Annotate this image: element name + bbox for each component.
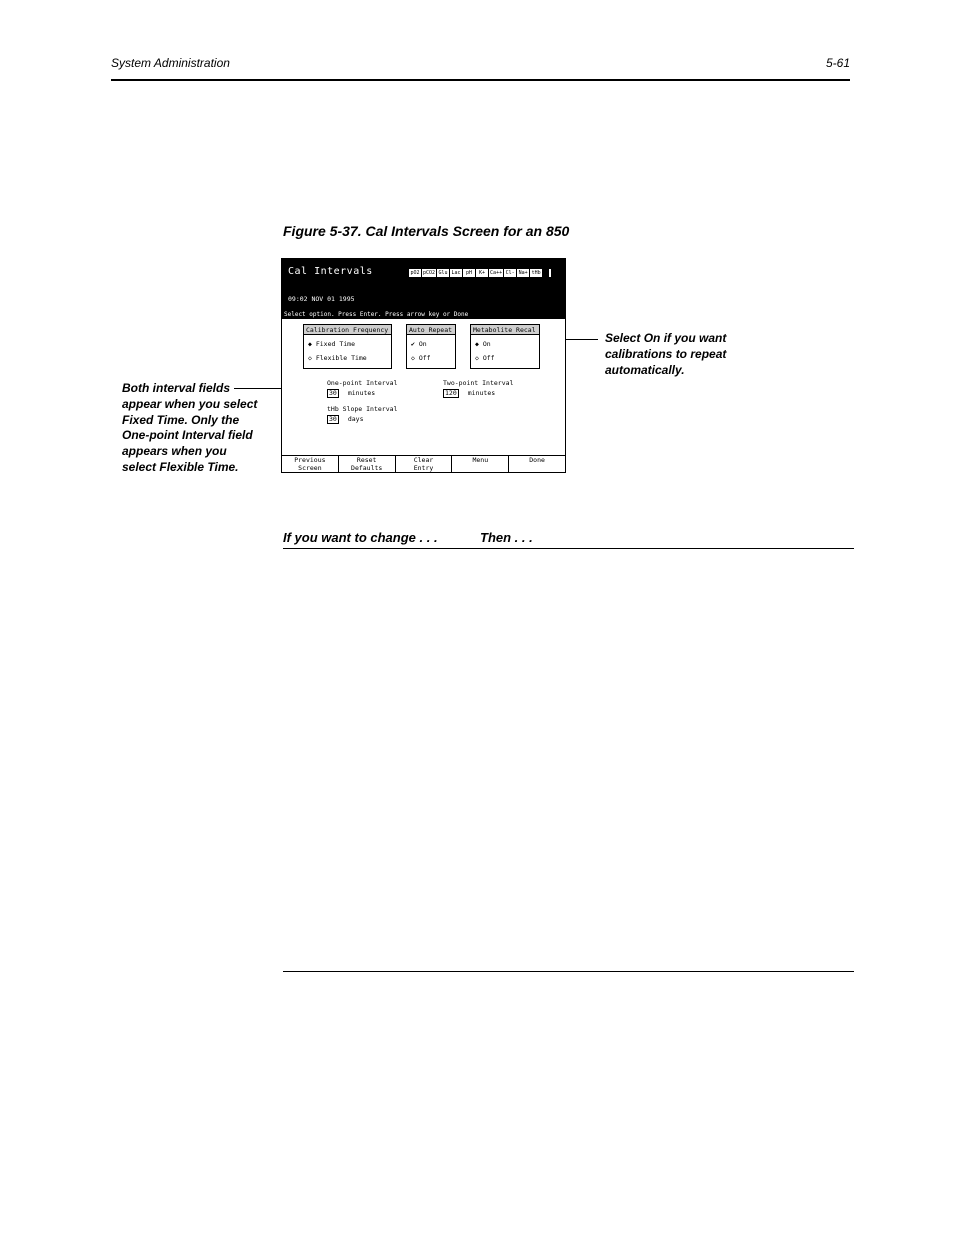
one-point-interval-label: One-point Interval	[327, 379, 398, 387]
metabolite-recal-group	[470, 324, 540, 369]
metabolite-recal-on-option[interactable]	[475, 340, 491, 348]
option-label: Off	[418, 354, 431, 362]
left-callout	[122, 381, 257, 476]
metabolite-recal-header: Metabolite Recal	[471, 325, 539, 335]
radio-selected-icon: ◆	[308, 340, 312, 348]
analyte-indicator: Ca++	[490, 270, 503, 276]
calibration-frequency-group	[303, 324, 392, 369]
header-rule	[111, 79, 850, 81]
two-point-interval-unit: minutes	[467, 389, 496, 397]
check-icon: ✔	[411, 340, 415, 348]
option-label: Fixed Time	[315, 340, 355, 348]
auto-repeat-off-option[interactable]	[411, 354, 431, 362]
two-point-interval-value[interactable]: 120	[445, 389, 457, 397]
left-callout-line: One-point Interval field	[122, 428, 253, 443]
option-label: Off	[482, 354, 495, 362]
clear-entry-key[interactable]: Clear Entry	[395, 456, 452, 473]
title-bar	[282, 259, 565, 310]
analyte-indicator: pO2	[410, 270, 420, 276]
left-callout-line: select Flexible Time.	[122, 459, 239, 474]
radio-unselected-icon: ◇	[475, 354, 479, 362]
radio-unselected-icon: ◇	[308, 354, 312, 362]
analyte-indicator: tHb	[531, 270, 541, 276]
metabolite-recal-off-option[interactable]	[475, 354, 495, 362]
page-number: 5-61	[826, 56, 851, 70]
analyte-indicator: K+	[476, 269, 488, 277]
right-callout-line: automatically.	[605, 362, 685, 377]
one-point-interval-field[interactable]	[327, 389, 375, 398]
analyte-overflow-marker	[549, 269, 551, 277]
running-header-section: System Administration	[111, 56, 230, 70]
analyte-indicator: Na+	[518, 270, 528, 276]
table-header-change: If you want to change . . .	[283, 530, 438, 545]
thb-slope-interval-field[interactable]	[327, 415, 363, 424]
function-key-bar	[282, 455, 565, 473]
table-bottom-rule	[283, 971, 854, 972]
table-header-rule	[283, 548, 854, 549]
one-point-interval-unit: minutes	[347, 389, 376, 397]
analyte-indicator: pH	[463, 269, 475, 277]
radio-unselected-icon: ◇	[411, 354, 415, 362]
thb-slope-interval-value[interactable]: 30	[329, 415, 337, 423]
figure-caption: Figure 5-37. Cal Intervals Screen for an 850	[283, 223, 570, 239]
two-point-interval-field[interactable]	[443, 389, 495, 398]
thb-slope-interval-unit: days	[347, 415, 364, 423]
reset-defaults-key[interactable]: Reset Defaults	[338, 456, 395, 473]
option-label: Flexible Time	[315, 354, 367, 362]
analyte-indicator: pCO2	[423, 270, 436, 276]
right-callout-line: calibrations to repeat	[605, 346, 727, 361]
left-callout-line: Fixed Time. Only the	[122, 412, 240, 427]
option-label: On	[418, 340, 427, 348]
done-key[interactable]: Done	[508, 456, 565, 473]
right-callout	[605, 331, 726, 378]
analyte-indicator: Lac	[451, 270, 461, 276]
left-callout-line: appear when you select	[122, 396, 258, 411]
screen-title: Cal Intervals	[288, 266, 373, 277]
option-label: On	[482, 340, 491, 348]
left-callout-line: Both interval fields	[122, 381, 231, 395]
right-callout-line: Select On if you want	[605, 331, 727, 345]
flexible-time-option[interactable]	[308, 354, 367, 362]
previous-screen-key[interactable]: Previous Screen	[294, 456, 326, 472]
left-callout-line: appears when you	[122, 444, 227, 459]
auto-repeat-on-option[interactable]	[411, 340, 427, 348]
calibration-frequency-header: Calibration Frequency	[304, 325, 391, 335]
menu-key[interactable]: Menu	[451, 456, 508, 473]
auto-repeat-group	[406, 324, 456, 369]
analyte-indicators	[409, 269, 542, 277]
radio-selected-icon: ◆	[475, 340, 479, 348]
fixed-time-option[interactable]	[308, 340, 355, 348]
table-header-then: Then . . .	[480, 530, 533, 545]
thb-slope-interval-label: tHb Slope Interval	[327, 405, 398, 413]
auto-repeat-header: Auto Repeat	[407, 325, 455, 335]
analyte-indicator: Cl-	[505, 270, 515, 276]
analyte-indicator: Glu	[438, 270, 448, 276]
date-time: 09:02 NOV 01 1995	[288, 295, 355, 303]
two-point-interval-label: Two-point Interval	[443, 379, 514, 387]
status-line: Select option. Press Enter. Press arrow key or Done	[282, 310, 565, 319]
cal-intervals-screen	[281, 258, 566, 473]
one-point-interval-value[interactable]: 30	[329, 389, 337, 397]
